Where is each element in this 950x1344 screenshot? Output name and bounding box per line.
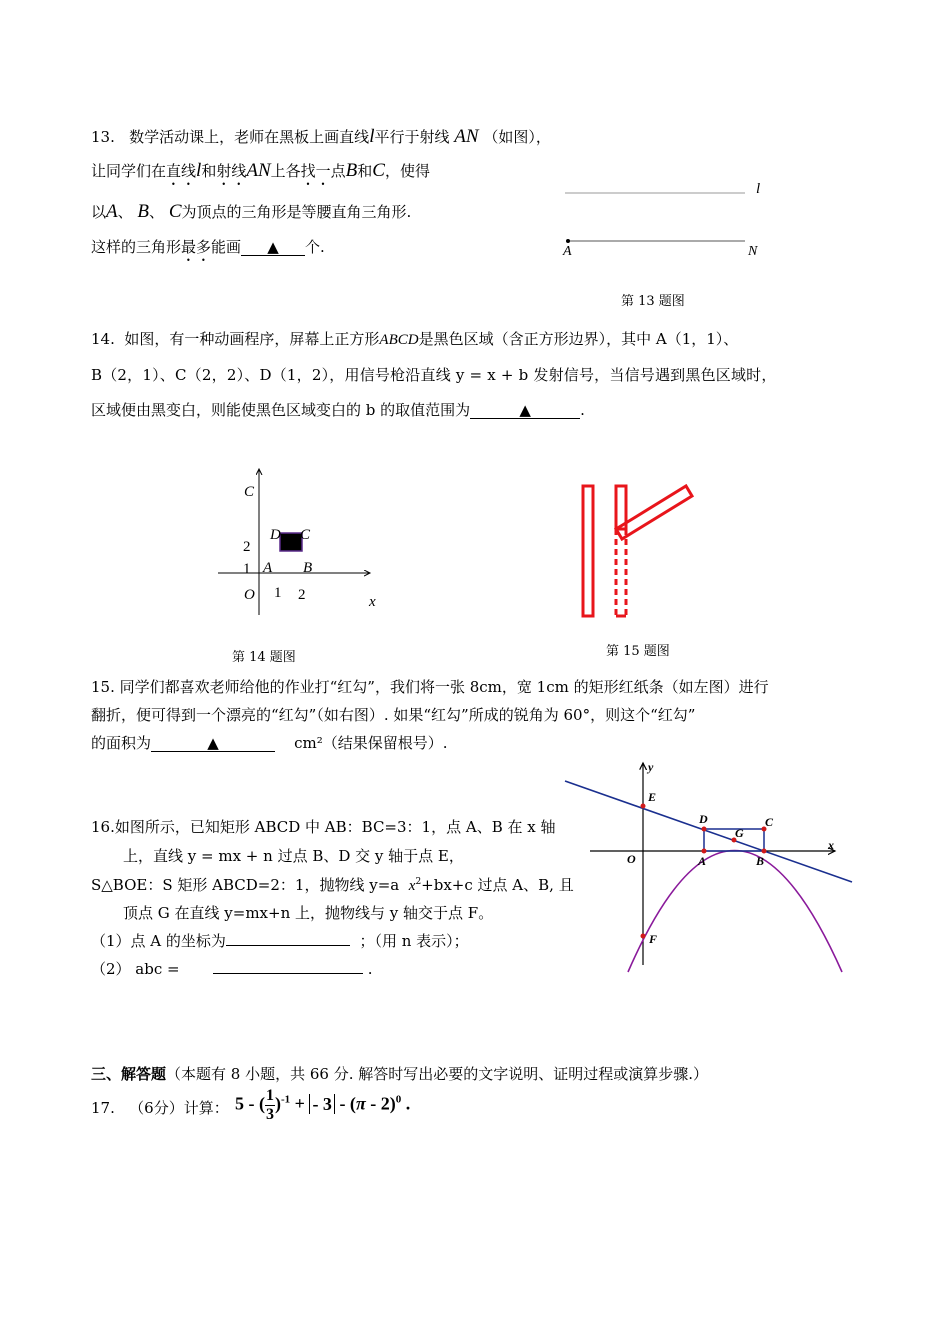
q16-label-o: O (627, 852, 636, 866)
q16-line2: 上，直线 y = mx + n 过点 B、D 交 y 轴于点 E， (123, 847, 464, 865)
q14-tick-x2: 2 (298, 587, 306, 603)
q16-label-a: A (698, 854, 707, 868)
q16-line1: 16.如图所示，已知矩形 ABCD 中 AB：BC=3：1，点 A、B 在 x 轴 (91, 818, 556, 836)
q16-answer-blank-1[interactable] (226, 945, 350, 946)
q16-answer-blank-2[interactable] (213, 973, 363, 974)
q13-line2: 让同学们在直线l和射线AN上各找一点B和C，使得 (91, 160, 430, 181)
q13-line1: 13. 数学活动课上，老师在黑板上画直线l平行于射线 AN （如图）， (91, 126, 551, 147)
q14-tick-x1: 1 (274, 585, 282, 601)
point-e (641, 804, 646, 809)
q13-label-l: l (756, 181, 761, 197)
q16-label-d: D (699, 812, 708, 826)
q16-line4: 顶点 G 在直线 y=mx+n 上，抛物线与 y 轴交于点 F。 (123, 904, 494, 922)
q13-answer-blank[interactable]: ▲ (241, 239, 305, 256)
q15-caption: 第 15 题图 (606, 644, 670, 659)
q17-line: 17. （6分）计算： (91, 1099, 229, 1117)
q16-label-y: y (648, 760, 654, 774)
q16-label-b: B (756, 854, 765, 868)
q13-label-a: A (563, 244, 572, 259)
q17-fraction: $\frac{1}{3}$ (266, 1087, 274, 1123)
point-a (566, 239, 570, 243)
red-strip-left (583, 486, 593, 616)
q16-label-c: C (765, 815, 774, 829)
section3-heading: 三、解答题（本题有 8 小题，共 66 分. 解答时写出必要的文字说明、证明过程或演算步骤.） (91, 1065, 709, 1083)
q13-figure (560, 180, 770, 270)
q14-tick-y1: 1 (243, 561, 251, 577)
q16-label-f: F (649, 932, 658, 946)
point-b (762, 849, 767, 854)
square-abcd (280, 533, 302, 551)
q14-axis-y-label: C (244, 484, 255, 500)
q13-line4: 这样的三角形最多能画 ▲ 个. (91, 238, 325, 256)
q14-tick-y2: 2 (243, 539, 251, 555)
q14-line1: 14. 如图，有一种动画程序，屏幕上正方形ABCD是黑色区域（含正方形边界），其中 A（1，1）、 (91, 330, 739, 348)
point-f (641, 934, 646, 939)
q15-line3: 的面积为 ▲ cm²（结果保留根号）. (91, 734, 448, 752)
point-a (702, 849, 707, 854)
q14-label-c: C (300, 527, 311, 543)
q14-caption: 第 14 题图 (232, 650, 296, 665)
q15-line1: 15. 同学们都喜欢老师给他的作业打“红勾”，我们将一张 8cm，宽 1cm 的矩形红纸条（如左图）进行 (91, 678, 769, 696)
q16-part1: （1）点 A 的坐标为 ；（用 n 表示）； (91, 932, 469, 950)
q14-answer-blank[interactable]: ▲ (470, 402, 580, 419)
q13-label-n: N (748, 244, 758, 259)
q14-label-d: D (270, 527, 281, 543)
q16-label-x: x (828, 838, 834, 852)
q15-figure (575, 478, 705, 623)
q13-caption: 第 13 题图 (621, 294, 685, 309)
q15-answer-blank[interactable]: ▲ (151, 735, 275, 752)
q14-origin-label: O (244, 587, 255, 603)
line-bd (565, 781, 852, 882)
q16-label-e: E (648, 790, 657, 804)
q14-line2: B（2，1）、C（2，2）、D（1，2），用信号枪沿直线 y = x + b 发射信号，当信号遇到黑色区域时， (91, 366, 777, 384)
q16-part2: （2） abc = . (91, 960, 373, 978)
q17-absolute-value: - 3 (309, 1094, 335, 1114)
q16-label-g: G (735, 826, 744, 840)
q13-line3: 以A、 B、 C为顶点的三角形是等腰直角三角形. (91, 201, 412, 222)
q15-line2: 翻折，便可得到一个漂亮的“红勾”（如右图）. 如果“红勾”所成的锐角为 60°，则这个“红勾” (91, 706, 696, 724)
q14-axis-x-label: x (369, 594, 376, 610)
parabola (628, 851, 842, 973)
point-d (702, 827, 707, 832)
q17-expression: 5 - ( $\frac{1}{3}$ )$^{-1}$ + - 3 - (π - 2)$^0$ . (235, 1087, 411, 1123)
q14-line3: 区域便由黑变白，则能使黑色区域变白的 b 的取值范围为 ▲ . (91, 401, 585, 419)
q14-label-b: B (303, 560, 313, 576)
q14-label-a: A (263, 560, 273, 576)
q16-line3: S△BOE：S 矩形 ABCD=2：1，抛物线 y=a $x^2+bx+c$ 过点 A、B, 且 (91, 876, 574, 894)
